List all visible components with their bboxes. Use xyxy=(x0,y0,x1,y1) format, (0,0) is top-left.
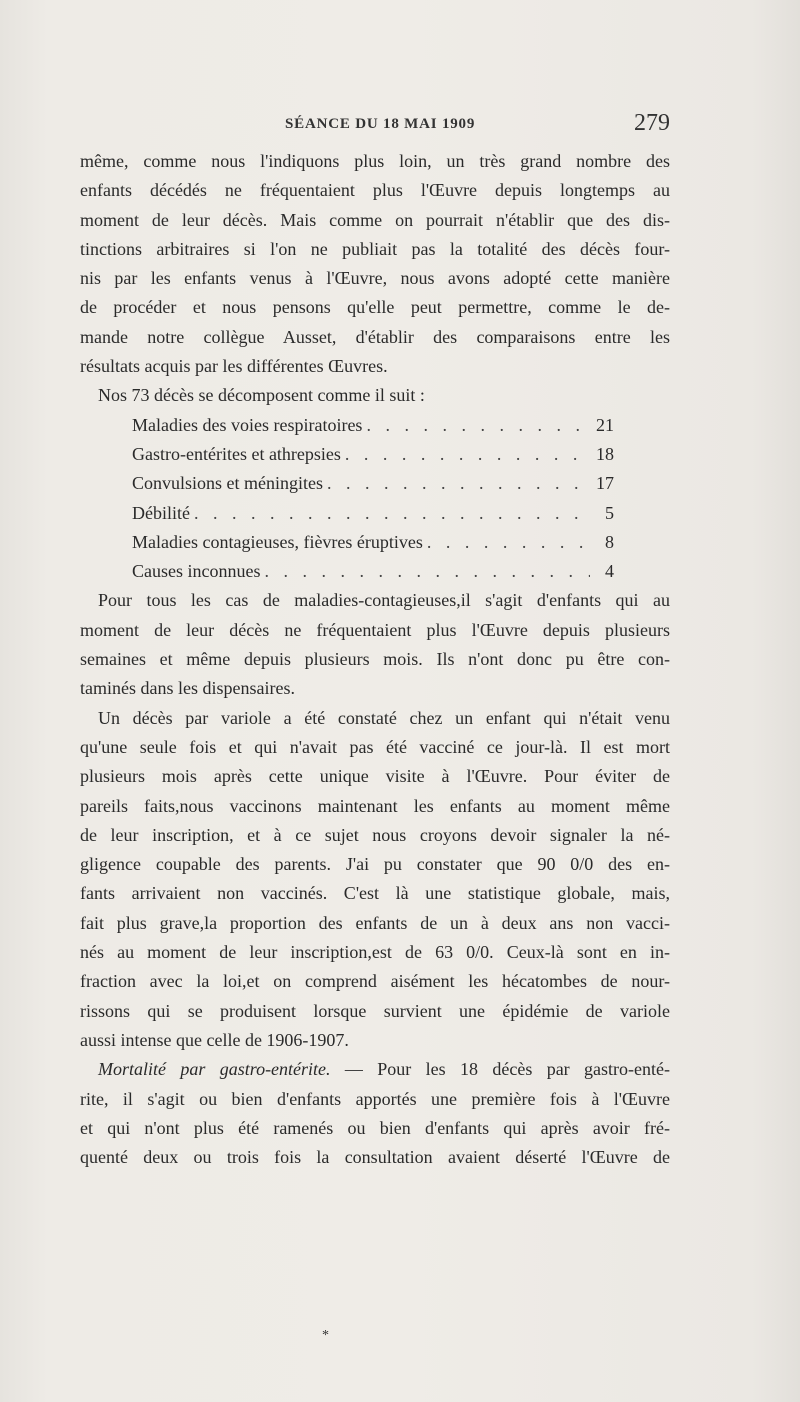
cause-label: Maladies des voies respiratoires xyxy=(132,414,363,435)
page-number: 279 xyxy=(634,110,670,136)
list-item xyxy=(80,528,670,557)
cause-count: 18 xyxy=(596,443,614,464)
printer-mark: * xyxy=(322,1328,329,1343)
list-item xyxy=(80,440,670,469)
body-text xyxy=(80,147,670,1172)
text-line: aussi intense que celle de 1906-1907. xyxy=(80,1029,349,1050)
text-line: fraction avec la loi,et on comprend aisément les hécatombes de nour- xyxy=(80,971,670,992)
cause-label: Débilité xyxy=(132,502,190,523)
paragraph-3 xyxy=(80,704,670,1056)
cause-label: Causes inconnues xyxy=(132,561,261,582)
cause-count: 8 xyxy=(605,531,614,552)
text-line: résultats acquis par les différentes Œuvres. xyxy=(80,356,388,377)
text-line: semaines et même depuis plusieurs mois. Ils n'ont donc pu être con- xyxy=(80,649,670,670)
text-line: rite, il s'agit ou bien d'enfants apportés une première fois à l'Œuvre xyxy=(80,1088,670,1109)
text-line: plusieurs mois après cette unique visite à l'Œuvre. Pour éviter de xyxy=(80,766,670,787)
dot-leader xyxy=(366,411,590,440)
text-line xyxy=(80,1055,670,1084)
list-intro: Nos 73 décès se décomposent comme il suit : xyxy=(98,385,425,406)
text-line: moment de leur décès. Mais comme on pourrait n'établir que des dis- xyxy=(80,209,670,230)
text-line: nés au moment de leur inscription,est de 63 0/0. Ceux-là sont en in- xyxy=(80,942,670,963)
cause-count: 17 xyxy=(596,473,614,494)
section-heading: Mortalité par gastro-entérite. xyxy=(98,1059,331,1080)
text-line: Un décès par variole a été constaté chez un enfant qui n'était venu xyxy=(98,707,670,728)
list-item xyxy=(80,557,670,586)
text-line: pareils faits,nous vaccinons maintenant les enfants au moment même xyxy=(80,795,670,816)
list-item xyxy=(80,469,670,498)
cause-count: 5 xyxy=(605,502,614,523)
cause-count: 4 xyxy=(605,561,614,582)
text-line: mande notre collègue Ausset, d'établir des comparaisons entre les xyxy=(80,326,670,347)
heading-continuation: — Pour les 18 décès par gastro-enté- xyxy=(330,1059,670,1080)
text-line: de leur inscription, et à ce sujet nous croyons devoir signaler la né- xyxy=(80,824,670,845)
paragraph-4 xyxy=(80,1055,670,1172)
text-line: fants arrivaient non vaccinés. C'est là une statistique globale, mais, xyxy=(80,883,670,904)
text-line: même, comme nous l'indiquons plus loin, un très grand nombre des xyxy=(80,151,670,171)
text-line: gligence coupable des parents. J'ai pu constater que 90 0/0 des en- xyxy=(80,854,670,875)
text-line: moment de leur décès ne fréquentaient plus l'Œuvre depuis plusieurs xyxy=(80,619,670,640)
paragraph-2 xyxy=(80,586,670,703)
list-item xyxy=(80,411,670,440)
text-line: tinctions arbitraires si l'on ne publiait pas la totalité des décès four- xyxy=(80,238,670,259)
cause-label: Maladies contagieuses, fièvres éruptives xyxy=(132,531,423,552)
text-line: taminés dans les dispensaires. xyxy=(80,678,295,699)
paragraph-1 xyxy=(80,147,670,381)
dot-leader xyxy=(427,528,590,557)
running-head: SÉANCE DU 18 MAI 1909 xyxy=(285,116,476,132)
dot-leader xyxy=(194,499,590,528)
dot-leader xyxy=(345,440,590,469)
text-line: rissons qui se produisent lorsque survient une épidémie de variole xyxy=(80,1000,670,1021)
page-header xyxy=(80,110,670,140)
text-line: de procéder et nous pensons qu'elle peut permettre, comme le de- xyxy=(80,297,670,318)
dot-leader xyxy=(327,469,590,498)
cause-count: 21 xyxy=(596,414,614,435)
cause-label: Convulsions et méningites xyxy=(132,473,323,494)
death-causes-list xyxy=(80,411,670,587)
text-line: quenté deux ou trois fois la consultation avaient déserté l'Œuvre de xyxy=(80,1147,670,1168)
dot-leader xyxy=(264,557,590,586)
cause-label: Gastro-entérites et athrepsies xyxy=(132,443,341,464)
text-line: qu'une seule fois et qui n'avait pas été vacciné ce jour-là. Il est mort xyxy=(80,736,670,757)
text-line: et qui n'ont plus été ramenés ou bien d'enfants qui après avoir fré- xyxy=(80,1117,670,1138)
text-line: fait plus grave,la proportion des enfants de un à deux ans non vacci- xyxy=(80,912,670,933)
list-item xyxy=(80,499,670,528)
text-line: enfants décédés ne fréquentaient plus l'Œuvre depuis longtemps au xyxy=(80,180,670,201)
text-line: nis par les enfants venus à l'Œuvre, nous avons adopté cette manière xyxy=(80,268,670,289)
text-line: Pour tous les cas de maladies-contagieuses,il s'agit d'enfants qui au xyxy=(98,590,670,611)
